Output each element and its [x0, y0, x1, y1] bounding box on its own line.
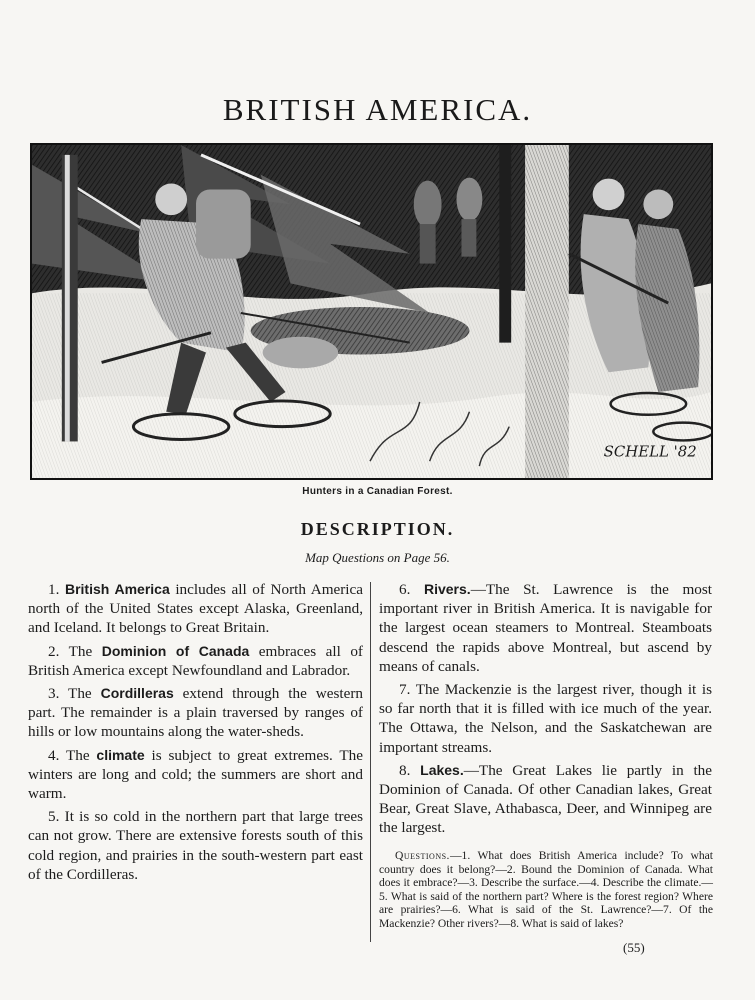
- page-title: BRITISH AMERICA.: [222, 92, 533, 127]
- paragraph-8: 8. Lakes.—The Great Lakes lie partly in the Dominion of Canada. Of other Canadian lakes, Great Bear, Great Slave, Athabasca, Deer, and Winnipeg are the largest.: [379, 761, 712, 837]
- questions-label: Questions.: [395, 849, 450, 862]
- page-number: (55): [623, 940, 645, 955]
- hunters-engraving-illustration: [30, 143, 713, 480]
- section-heading: DESCRIPTION.: [300, 519, 455, 539]
- paragraph-6: 6. Rivers.—The St. Lawrence is the most important river in British America. It is navigable for the largest ocean steamers to Montreal. Steamboats descend the rapids above Montreal, but ascend by means of canals.: [379, 581, 712, 675]
- artist-signature: SCHELL '82: [603, 442, 697, 461]
- paragraph-7: 7. The Mackenzie is the largest river, though it is so far north that it is filled with ice much of the year. The Ottawa, the Nelson, and the Saskatchewan are important streams.: [379, 681, 712, 756]
- left-text-column: [28, 580, 363, 888]
- engraving-image: [32, 145, 711, 478]
- column-divider: [370, 582, 371, 942]
- questions-text: —1. What does British America include? To what country does it belong?—2. Bound the Dominion of Canada. What does it embrace?—3. Describe the surface.—4. Describe the climate.—5. What is said of the northern part? Where is the forest region? Where are prairies?—6. What is said of the St. Lawrence?—7. Of the Mackenzie? Other rivers?—8. What is said of lakes?: [379, 849, 713, 930]
- paragraph-1: 1. British America includes all of North America north of the United States except Alaska, Greenland, and Iceland. It belongs to Great Britain.: [28, 581, 364, 637]
- paragraph-2: 2. The Dominion of Canada embraces all of British America except Newfoundland and Labrador.: [28, 642, 363, 679]
- paragraph-3: 3. The Cordilleras extend through the western part. The remainder is a plain traversed by ranges of hills or low mountains along the water-sheds.: [28, 685, 364, 741]
- map-questions-note: Map Questions on Page 56.: [305, 550, 450, 565]
- paragraph-4: 4. The climate is subject to great extremes. The winters are long and cold; the summers are short and warm.: [28, 746, 363, 803]
- review-questions: [379, 849, 713, 931]
- right-text-column: [379, 580, 712, 842]
- paragraph-5: 5. It is so cold in the northern part that large trees can not grow. There are extensive forests south of this cold region, and prairies in the south-western part east of the Cordilleras.: [28, 808, 364, 883]
- illustration-caption: Hunters in a Canadian Forest.: [302, 486, 453, 497]
